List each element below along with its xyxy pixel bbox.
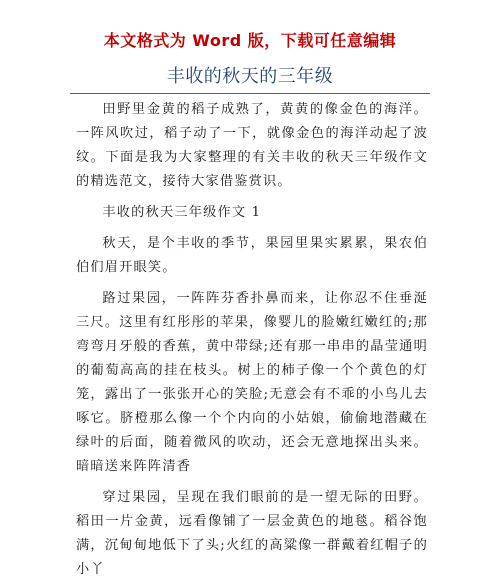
body-paragraph: 路过果园，一阵阵芬香扑鼻而来，让你忍不住垂涎三尺。这里有红彤彤的苹果，像婴儿的脸嫩红嫩红的;那弯弯月牙般的香蕉，黄中带绿;还有那一串串的晶莹通明的葡萄高高的挂在枝头。树上的柿子像一个个黄色的灯笼，露出了一张张开心的笑脸;无意会有不乖的小鸟儿去啄它。脐橙那么像一个个内向的小姑娘，偷偷地潜藏在绿叶的后面，随着微风的吹动，还会无意地探出头来。暗暗送来阵阵清香	[76, 291, 428, 474]
essay-heading: 丰收的秋天三年级作文 1	[102, 205, 262, 220]
body-paragraph: 穿过果园，呈现在我们眼前的是一望无际的田野。稻田一片金黄，远看像铺了一层金黄色的地毯。稻谷饱满，沉甸甸地低下了头;火红的高粱像一群戴着红帽子的小丫	[76, 490, 428, 577]
document-title: 丰收的秋天的三年级	[166, 66, 334, 87]
intro-paragraph: 田野里金黄的稻子成熟了，黄黄的像金色的海洋。一阵风吹过，稻子动了一下，就像金色的海洋动起了波纹。下面是我为大家整理的有关丰收的秋天三年级作文的精选范文，接待大家借鉴赏识。	[76, 102, 428, 189]
body-paragraph: 秋天，是个丰收的季节，果园里果实累累，果农伯伯们眉开眼笑。	[76, 236, 428, 275]
title-underline	[70, 93, 430, 94]
document-body	[76, 98, 428, 582]
format-banner: 本文格式为 Word 版，下载可任意编辑	[103, 31, 397, 50]
